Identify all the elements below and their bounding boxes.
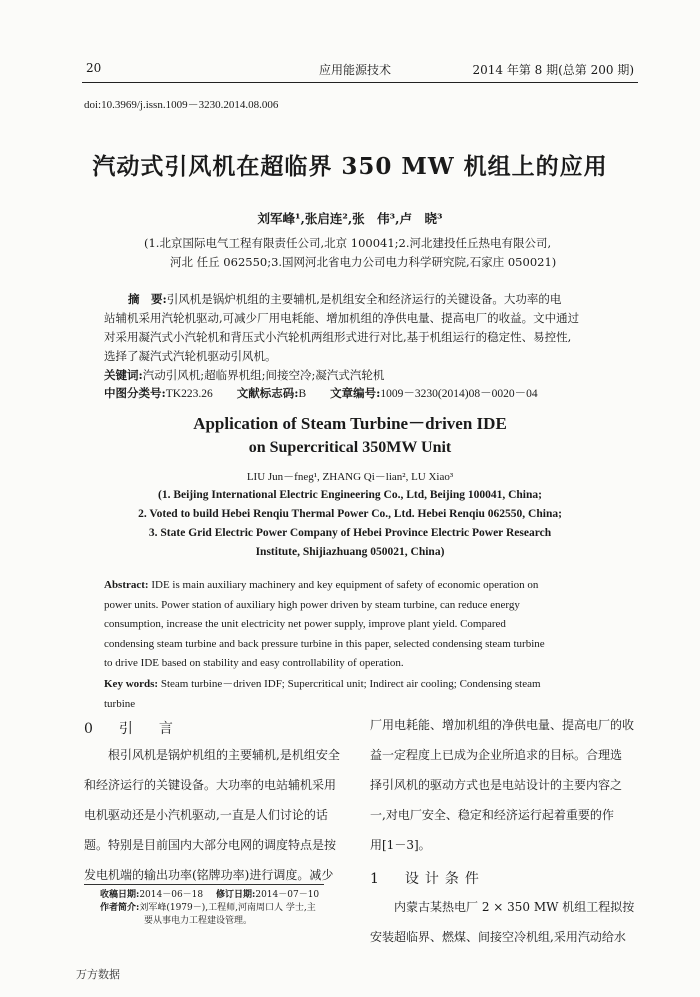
right-column-body (370, 710, 642, 860)
classification-zh (104, 384, 618, 404)
revised-label: 修订日期: (216, 890, 256, 900)
section-1-body (370, 892, 642, 952)
title-en-line: Application of Steam Turbine－driven IDE (193, 414, 507, 433)
page-number: 20 (86, 61, 102, 75)
revised-date: 2014－07－10 (255, 890, 320, 900)
body-line: 择引风机的驱动方式也是电站设计的主要内容之 (370, 778, 623, 792)
journal-issue: 2014 年第 8 期(总第 200 期) (472, 63, 634, 77)
body-line: 题。特别是目前国内大部分电网的调度特点是按 (84, 838, 337, 852)
body-line: 厂用电耗能、增加机组的净供电量、提高电厂的收 (370, 718, 635, 732)
abstract-en-line: consumption, increase the unit electricity net power supply, improve plant yield. Compared (104, 618, 506, 631)
affiliation-en-line: Institute, Shijiazhuang 050021, China) (255, 546, 445, 558)
affiliation-en-line: (1. Beijing International Electric Engineering Co., Ltd, Beijing 100041, China; (158, 489, 542, 501)
footer-watermark: 万方数据 (76, 968, 120, 981)
abstract-zh-line: 对采用凝汽式小汽轮机和背压式小汽轮机两组形式进行对比,基于机组运行的稳定性、易控性, (104, 330, 572, 344)
authors-zh: 刘军峰¹,张启连²,张 伟³,卢 晓³ (257, 211, 443, 226)
header-rule (82, 82, 638, 83)
keywords-en-line: turbine (104, 697, 136, 710)
footnote (100, 889, 360, 928)
abstract-zh (104, 290, 618, 366)
journal-name: 应用能源技术 (318, 63, 391, 77)
keywords-en-line: Steam turbine－driven IDF; Supercritical unit; Indirect air cooling; Condensing steam (158, 678, 541, 690)
keywords-zh-text: 汽动引风机;超临界机组;间接空冷;凝汽式汽轮机 (142, 368, 385, 382)
section-1-heading: 1 设计条件 (370, 871, 485, 887)
abstract-zh-line: 引风机是锅炉机组的主要辅机,是机组安全和经济运行的关键设备。大功率的电 (166, 292, 562, 306)
article-no-value: 1009－3230(2014)08－0020－04 (380, 388, 538, 400)
abstract-zh-line: 站辅机采用汽轮机驱动,可减少厂用电耗能、增加机组的净供电量、提高电厂的收益。文中通过 (104, 311, 580, 325)
keywords-zh (104, 366, 618, 385)
abstract-en-label: Abstract: (104, 579, 149, 591)
abstract-en (104, 576, 616, 674)
abstract-en-line: condensing steam turbine and back pressure turbine in this paper, selected condensing steam turbine (104, 637, 545, 650)
received-label: 收稿日期: (100, 890, 140, 900)
footnote-rule (84, 884, 324, 885)
affiliation-zh-line: (1.北京国际电气工程有限责任公司,北京 100041;2.河北建投任丘热电有限公司, (144, 236, 552, 250)
authors-en: LIU Jun－fneg¹, ZHANG Qi－lian², LU Xiao³ (246, 471, 454, 483)
keywords-zh-label: 关键词: (104, 368, 143, 382)
title-zh: 汽动式引风机在超临界 350 MW 机组上的应用 (92, 153, 608, 180)
article-no-label: 文章编号: (330, 386, 381, 400)
body-line: 发电机端的输出功率(铭牌功率)进行调度。减少 (84, 868, 334, 882)
clc-label: 中图分类号: (104, 386, 166, 400)
clc-value: TK223.26 (165, 388, 213, 400)
abstract-en-line: power units. Power station of auxiliary high power driven by steam turbine, can reduce energy (104, 598, 520, 611)
affiliation-zh-line: 河北 任丘 062550;3.国网河北省电力公司电力科学研究院,石家庄 050021) (170, 255, 557, 269)
body-line: 一,对电厂安全、稳定和经济运行起着重要的作 (370, 808, 614, 822)
body-line: 用[1－3]。 (370, 838, 431, 852)
abstract-en-line: IDE is main auxiliary machinery and key equipment of safety of economic operation on (148, 579, 539, 591)
body-line: 电机驱动还是小汽机驱动,一直是人们讨论的话 (84, 808, 328, 822)
doc-code-label: 文献标志码: (236, 386, 299, 400)
doc-code-value: B (298, 388, 307, 400)
affiliation-en-line: 3. State Grid Electric Power Company of Hebei Province Electric Power Research (148, 527, 552, 539)
author-bio-label: 作者简介: (100, 903, 140, 913)
affiliation-en-line: 2. Voted to build Hebei Renqiu Thermal Power Co., Ltd. Hebei Renqiu 062550, China; (138, 508, 562, 520)
body-line: 和经济运行的关键设备。大功率的电站辅机采用 (84, 778, 337, 792)
received-date: 2014－06－18 (139, 890, 204, 900)
keywords-en-label: Key words: (104, 678, 159, 690)
doi: doi:10.3969/j.issn.1009－3230.2014.08.006 (84, 99, 279, 111)
keywords-en (104, 675, 616, 714)
body-line: 益一定程度上已成为企业所追求的目标。合理选 (370, 748, 623, 762)
body-line: 内蒙古某热电厂 2 × 350 MW 机组工程拟按 (370, 900, 635, 914)
author-bio-line: 刘军峰(1979－),工程师,河南周口人 学士,主 (139, 903, 316, 913)
section-0-heading: 0 引 言 (84, 721, 179, 737)
title-en-line: on Supercritical 350MW Unit (248, 439, 452, 456)
abstract-zh-line: 选择了凝汽式汽轮机驱动引风机。 (104, 349, 277, 363)
body-line: 根引风机是锅炉机组的主要辅机,是机组安全 (84, 748, 340, 762)
body-line: 安装超临界、燃煤、间接空冷机组,采用汽动给水 (370, 930, 626, 944)
author-bio-line: 要从事电力工程建设管理。 (144, 916, 253, 926)
section-0-body (84, 740, 354, 890)
abstract-zh-label: 摘 要: (128, 292, 167, 306)
abstract-en-line: to drive IDE based on stability and easy controllability of operation. (104, 657, 404, 670)
